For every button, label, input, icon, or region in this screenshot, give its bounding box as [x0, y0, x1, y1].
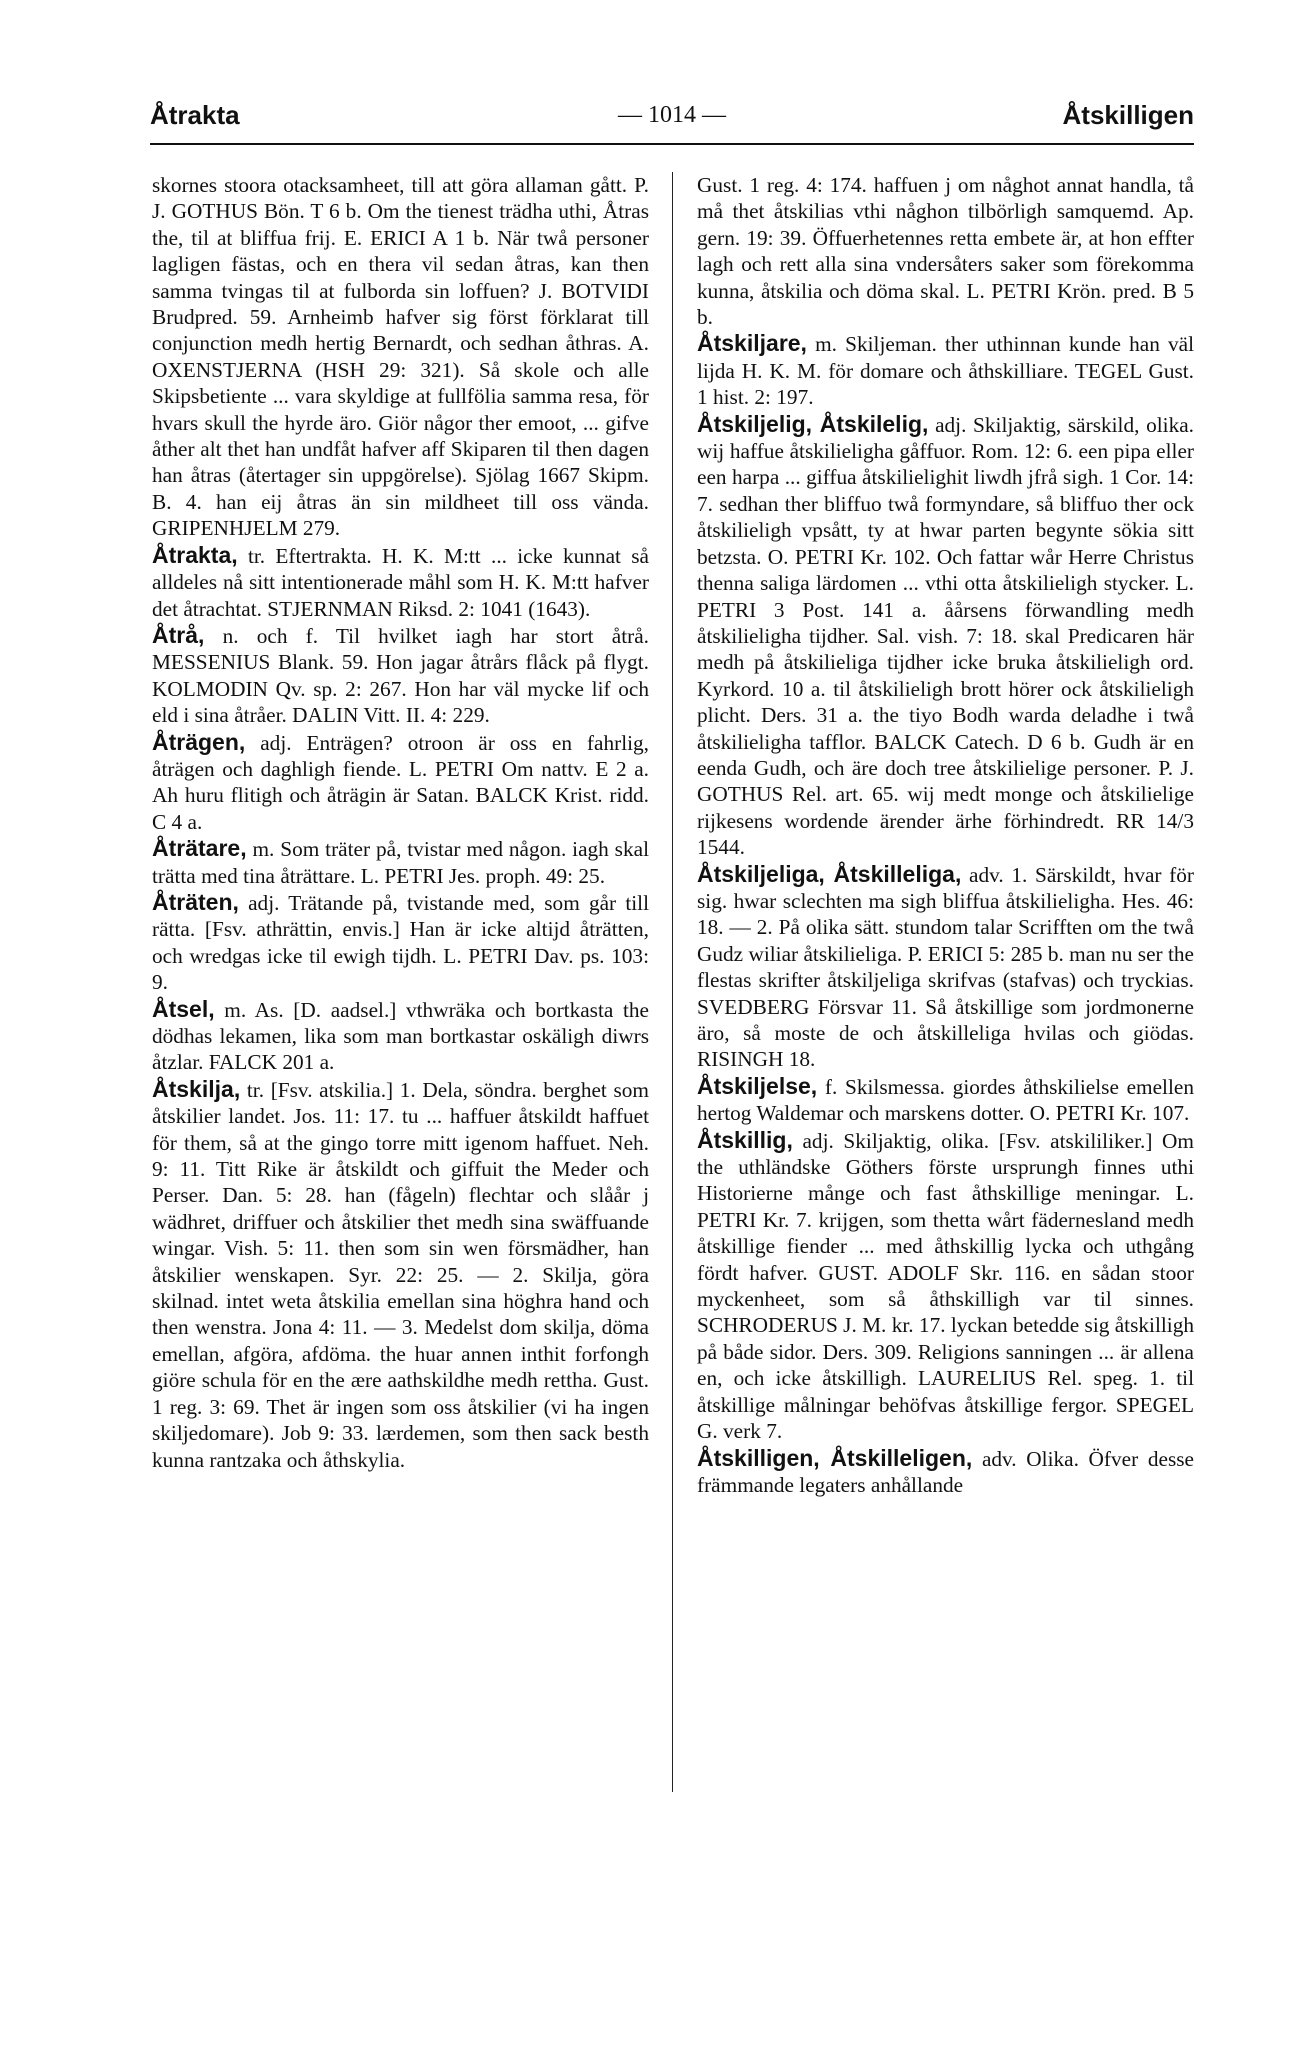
entry-body: n. och f. Til hvilket iagh har stort åtrå. MESSENIUS Blank. 59. Hon jagar åtrårs flåck på flygt. KOLMODIN Qv. sp. 2: 267. Hon har väl mycke lif och eld i sina åtråer. DALIN Vitt. II. 4: 229. — [152, 623, 649, 728]
dictionary-entry — [697, 1073, 1194, 1127]
entry-body: adj. Skiljaktig, särskild, olika. wij haffue åtskilieligha gåffuor. Rom. 12: 6. een pipa eller een harpa ... giffua åtskilielighit liwdh jfrå sigh. 1 Cor. 14: 7. sedhan ther bliffuo twå formyndare, så bliffuo ther ock åtskilieligh vpsått, ty at hwar parten begynte sökia sitt betzsta. O. PETRI Kr. 102. Och fattar wår Herre Christus thenna saliga lärdomen ... vthi otta åtskilieligh stycker. L. PETRI 3 Post. 141 a. åårsens förwandling medh åtskilieligha tijdher. Sal. vish. 7: 18. skal Predicaren här medh på åtskilieliga tijdher icke bruka åtskilieligh ord. Kyrkord. 10 a. til åtskilieligh brott hörer ock åtskilieligh plicht. Ders. 31 a. the tiyo Bodh warda deladhe i twå åtskilieligha tafflor. BALCK Catech. D 6 b. Gudh är en eenda Gudh, och äre doch tree åtskilielige personer. P. J. GOTHUS Rel. art. 65. wij medt monge och åtskilielige rijkesens wordende ärender ärhe förhindredt. RR 14/3 1544. — [697, 412, 1194, 860]
entry-body: tr. [Fsv. atskilia.] 1. Dela, söndra. berghet som åtskilier landet. Jos. 11: 17. tu ... haffuer åtskildt haffuet för them, så at the gingo torre mitt igenom haffuet. Neh. 9: 11. Titt Rike är åtskildt och giffuit the Meder och Perser. Dan. 5: 28. han (fågeln) flechtar och slåår j wädhret, driffuer och åtskilier thet medh sina swäffuande wingar. Vish. 5: 11. then som sin wen försmädher, han åtskilier wenskapen. Syr. 22: 25. — 2. Skilja, göra skilnad. intet weta åtskilia emellan sina höghra hand och then wenstra. Jona 4: 11. — 3. Medelst dom skilja, döma emellan, afgöra, afdöma. the huar annen inthit forfongh giöre schula för en the ære aathskildhe medh rettha. Gust. 1 reg. 3: 69. Thet är ingen som oss åtskilier (vi ha ingen skiljedomare). Job 9: 33. lærdemen, som then sack besth kunna rantzaka och åthskylia. — [152, 1077, 649, 1472]
entry-headword: Åträten, — [152, 888, 239, 915]
right-column — [697, 172, 1194, 1498]
entry-body: adj. Skiljaktig, olika. [Fsv. atskililiker.] Om the uthländske Göthers förste ursprungh finnes uthi Historierne månge och fast åthskillige meningar. L. PETRI Kr. 7. krijgen, som thetta wårt fädernesland medh åtskillige fiender ... med åthskillig lycka och uthgång fördt hafver. GUST. ADOLF Skr. 116. en sådan stoor myckenheet, som så åthskilligh var til sinnes. SCHRODERUS J. M. kr. 17. lyckan betedde sig åtskilligh på både sidor. Ders. 309. Religions sanningen ... är allena en, och icke åtskilligh. LAURELIUS Rel. speg. 1. til åtskillige målningar behöfvas åtskillige fergor. SPEGEL G. verk 7. — [697, 1128, 1194, 1444]
entry-body: m. Skiljeman. ther uthinnan kunde han väl lijda H. K. M. för domare och åthskilliare. TEGEL Gust. 1 hist. 2: 197. — [697, 332, 1194, 410]
entry-body: f. Skilsmessa. giordes åthskilielse emellen hertog Waldemar och marskens dotter. O. PETRI Kr. 107. — [697, 1074, 1194, 1126]
running-header — [150, 100, 1194, 140]
entry-body: skornes stoora otacksamheet, till att göra allaman gått. P. J. GOTHUS Bön. T 6 b. Om the tienest trädha uthi, Åtras the, til at bliffua frij. E. ERICI A 1 b. När twå personer lagligen fästas, och en thera vil sedan åtras, kan then samma tvingas til at fulborda sin loffuen? J. BOTVIDI Brudpred. 59. Arnheimb hafver sig först förklarat till conjunction medh hertig Bernardt, och sedhan åthras. A. OXENSTJERNA (HSH 29: 321). Så skole och alle Skipsbetiente ... vara skyldige at fullfölia samma resa, för hvars skull the hyrde äro. Giör någor ther emoot, ... gifve åther alt thet han undfåt hafver aff Skiparen til then dagen han åtras (återtager sin uppgörelse). Sjölag 1667 Skipm. B. 4. han eij åtras än sin mildheet till oss vända. GRIPENHJELM 279. — [152, 173, 649, 541]
entry-headword: Åtskiljare, — [697, 330, 807, 357]
left-column — [152, 172, 649, 1473]
dictionary-entry — [152, 889, 649, 996]
dictionary-entry — [152, 622, 649, 729]
dictionary-entry — [152, 542, 649, 622]
entry-body: adj. Trätande på, tvistande med, som går till rätta. [Fsv. athrättin, envis.] Han är icke altijd åträtten, och wredgas icke til ewigh tijdh. L. PETRI Dav. ps. 103: 9. — [152, 890, 649, 995]
dictionary-entry — [697, 861, 1194, 1073]
dictionary-entry — [152, 835, 649, 889]
dictionary-entry — [697, 1445, 1194, 1499]
entry-headword: Åtsel, — [152, 995, 215, 1022]
column-divider — [672, 172, 673, 1792]
dictionary-entry — [697, 172, 1194, 330]
header-left-guideword: Åtrakta — [150, 100, 240, 130]
dictionary-entry — [152, 172, 649, 542]
entry-headword: Åtskilligen, Åtskilleligen, — [697, 1444, 973, 1471]
entry-body: adv. 1. Särskildt, hvar för sig. hwar sclechten ma sigh bliffua åtskilieligha. Hes. 46: 18. — 2. På olika sätt. stundom talar Scrifften om the twå Gudz wiliar åtskilieliga. P. ERICI 5: 285 b. man nu ser the flestas skrifter åtskiljeliga skrifvas (stafvas) och tryckias. SVEDBERG Försvar 11. Så åtskillige som jordmonerne äro, så moste de och åtskilleliga hvilas och giödas. RISINGH 18. — [697, 862, 1195, 1072]
entry-body: m. As. [D. aadsel.] vthwräka och bortkasta the dödhas lekamen, lika som man bortkastar oskäligh diwrs åtzlar. FALCK 201 a. — [152, 997, 649, 1075]
dictionary-entry — [152, 729, 649, 836]
dictionary-entry — [697, 411, 1194, 861]
header-right-guideword: Åtskilligen — [1062, 100, 1194, 130]
entry-headword: Åträgen, — [152, 728, 246, 755]
header-rule — [150, 143, 1194, 145]
entry-headword: Åtskiljeliga, Åtskilleliga, — [697, 860, 962, 887]
entry-body: m. Som träter på, tvistar med någon. iagh skal trätta med tina åträttare. L. PETRI Jes. proph. 49: 25. — [152, 837, 649, 888]
dictionary-entry — [697, 330, 1194, 410]
entry-headword: Åträtare, — [152, 835, 247, 862]
entry-headword: Åtrakta, — [152, 541, 238, 568]
entry-headword: Åtskillig, — [697, 1126, 793, 1153]
entry-body: adj. Enträgen? otroon är oss en fahrlig, åträgen och daghligh fiende. L. PETRI Om nattv. E 2 a. Ah huru flitigh och åträgin är Satan. BALCK Krist. ridd. C 4 a. — [152, 730, 649, 834]
entry-headword: Åtskiljelse, — [697, 1072, 818, 1099]
entry-body: Gust. 1 reg. 4: 174. haffuen j om någhot annat handla, tå må thet åtskilias vthi någhon tilbörligh samquemd. Ap. gern. 19: 39. Öffuerhetennes retta embete är, at hon effter lagh och rett alla sina vndersåters saker som förekomma kunna, åtskilia och döma skal. L. PETRI Krön. pred. B 5 b. — [697, 173, 1194, 330]
entry-body: tr. Eftertrakta. H. K. M:tt ... icke kunnat så alldeles nå sitt intentionerade måhl som H. K. M:tt hafver det åtrachtat. STJERNMAN Riksd. 2: 1041 (1643). — [152, 543, 649, 621]
dictionary-entry — [152, 996, 649, 1076]
dictionary-entry — [697, 1127, 1194, 1445]
entry-headword: Åtskiljelig, Åtskilelig, — [697, 410, 929, 437]
entry-headword: Åtskilja, — [152, 1075, 241, 1102]
entry-body: adv. Olika. Öfver desse främmande legaters anhållande — [697, 1446, 1194, 1497]
dictionary-entry — [152, 1076, 649, 1473]
page-number: — 1014 — — [618, 102, 726, 128]
entry-headword: Åtrå, — [152, 621, 205, 648]
